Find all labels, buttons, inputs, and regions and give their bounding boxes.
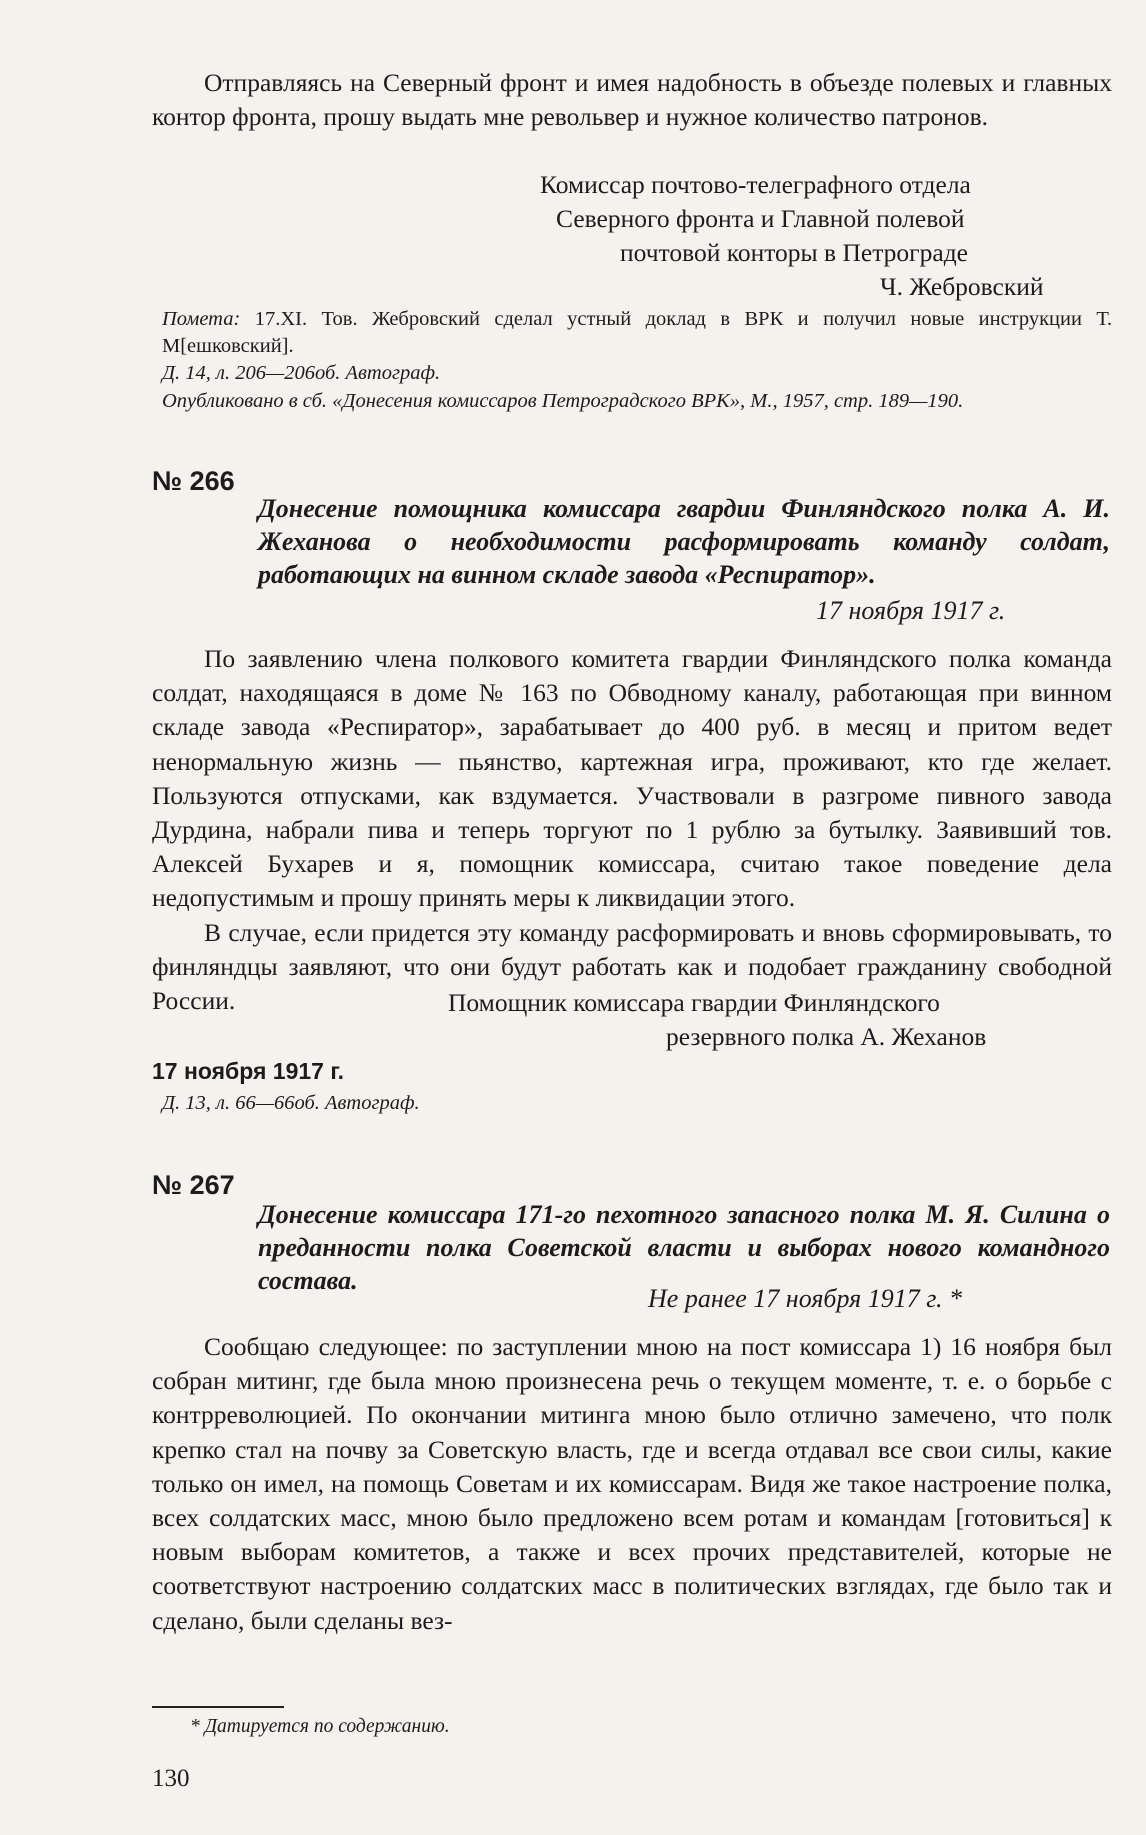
document-title: Донесение комиссара 171-го пехотного запасного полка М. Я. Силина о преданности полка Советской власти и выборах нового командного состава. (258, 1200, 1110, 1295)
footnote-rule (152, 1706, 284, 1708)
page-number: 130 (152, 1765, 190, 1792)
document-number: № 266 (152, 466, 235, 496)
publication-reference: Опубликовано в сб. «Донесения комиссаров Петроградского ВРК», М., 1957, стр. 189—190. (162, 390, 964, 412)
signature-name: Ч. Жебровский (880, 272, 1044, 301)
archive-reference: Д. 14, л. 206—206об. Автограф. (162, 362, 441, 384)
body-paragraph: В случае, если придется эту команду расформировать и вновь сформировывать, то финляндцы заявляют, что они будут работать как и подобает гражданину свободной России. (152, 918, 1112, 1016)
document-title: Донесение помощника комиссара гвардии Финляндского полка А. И. Жеханова о необходимости расформировать команду солдат, работающих на винном складе завода «Респиратор». (258, 494, 1110, 589)
signature-line: Помощник комиссара гвардии Финляндского (448, 988, 940, 1017)
note-text: 17.XI. Тов. Жебровский сделал устный доклад в ВРК и получил новые инструкции Т. М[ешковский]. (162, 308, 1112, 357)
document-number: № 267 (152, 1170, 235, 1200)
signature-date: 17 ноября 1917 г. (152, 1058, 345, 1084)
signature-line: резервного полка А. Жеханов (666, 1022, 987, 1051)
signature-line: почтовой конторы в Петрограде (620, 238, 968, 267)
footnote: * Датируется по содержанию. (190, 1716, 450, 1737)
opening-paragraph: Отправляясь на Северный фронт и имея надобность в объезде полевых и главных контор фронта, прошу выдать мне револьвер и нужное количество патронов. (152, 68, 1112, 132)
signature-line: Комиссар почтово-телеграфного отдела (540, 170, 971, 199)
note-label: Помета: (162, 308, 241, 330)
document-date: Не ранее 17 ноября 1917 г. * (648, 1284, 963, 1313)
body-paragraph: Сообщаю следующее: по заступлении мною на пост комиссара 1) 16 ноября был собран митинг, где была мною произнесена речь о текущем моменте, т. е. о борьбе с контрреволюцией. По окончании митинга мною было отлично замечено, что полк крепко стал на почву за Советскую власть, где и всегда отдавал все свои силы, какие только он имел, на помощь Советам и их комиссарам. Видя же такое настроение полка, всех солдатских масс, мною было предложено всем ротам и командам [готовиться] к новым выборам комитетов, а также и всех прочих представителей, которые не соответствуют настроению солдатских масс в политических взглядах, где было так и сделано, были сделаны вез- (152, 1332, 1112, 1635)
archive-reference: Д. 13, л. 66—66об. Автограф. (162, 1092, 420, 1114)
body-paragraph: По заявлению члена полкового комитета гвардии Финляндского полка команда солдат, находящаяся в доме № 163 по Обводному каналу, работающая при винном складе завода «Респиратор», зарабатывает до 400 руб. в месяц и притом ведет ненормальную жизнь — пьянство, картежная игра, проживают, кто где желает. Пользуются отпусками, как вздумается. Участвовали в разгроме пивного завода Дурдина, набрали пива и теперь торгуют по 1 рублю за бутылку. Заявивший тов. Алексей Бухарев и я, помощник комиссара, считаю такое поведение дела недопустимым и прошу принять меры к ликвидации этого. (152, 644, 1112, 913)
margin-note (162, 306, 1112, 360)
signature-line: Северного фронта и Главной полевой (556, 204, 965, 233)
document-date: 17 ноября 1917 г. (816, 596, 1006, 625)
